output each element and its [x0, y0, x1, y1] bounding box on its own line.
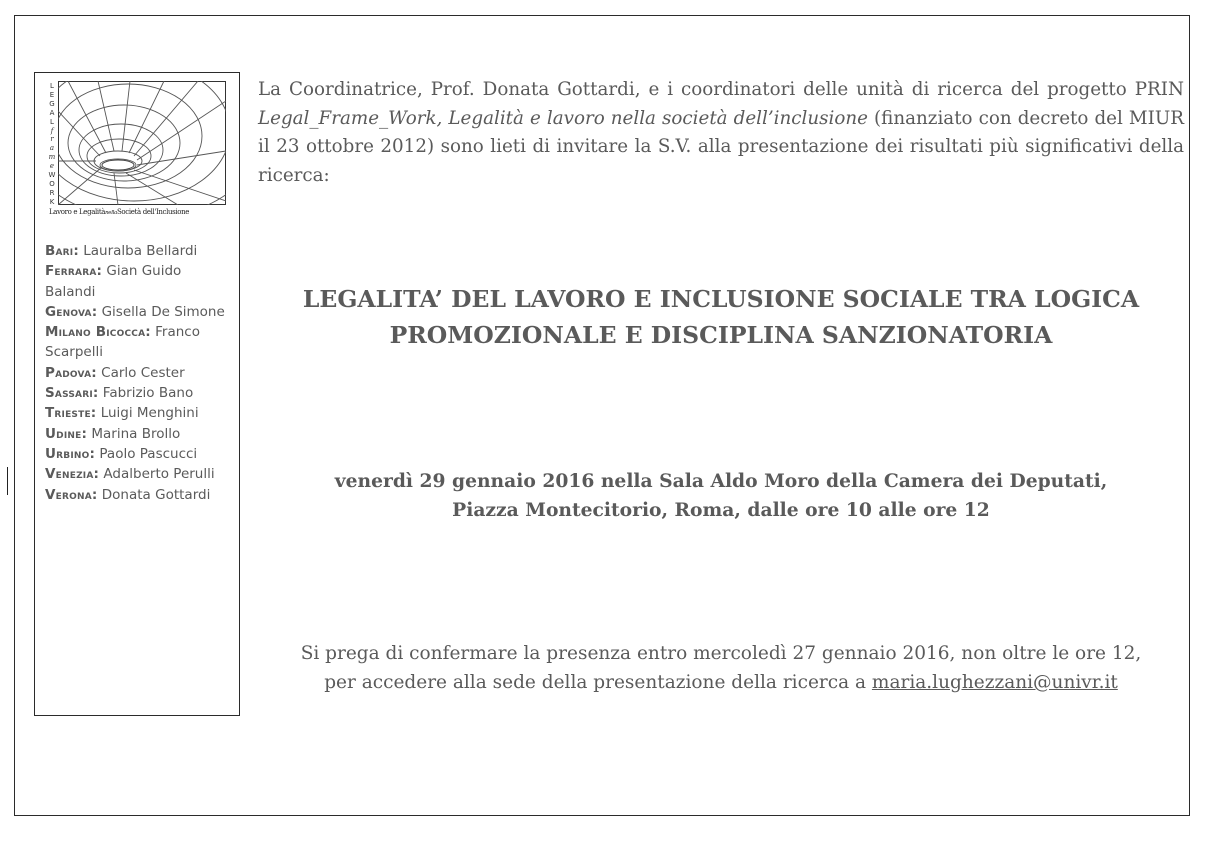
- event-title: [258, 282, 1184, 353]
- unit-coordinator: Fabrizio Bano: [102, 385, 194, 402]
- unit-city: Milano Bicocca:: [45, 324, 151, 341]
- legal-frame-work-logo: [45, 78, 231, 218]
- rsvp-deadline: Si prega di confermare la presenza entro mercoledì 27 gennaio 2016, non oltre le ore 12,: [300, 643, 1142, 664]
- unit-city: Ferrara:: [45, 263, 103, 280]
- logo-letter: E: [49, 90, 55, 99]
- logo-letter: W: [48, 171, 56, 180]
- unit-coordinator: Paolo Pascucci: [99, 445, 198, 462]
- event-address-time: Piazza Montecitorio, Roma, dalle ore 10 alle ore 12: [452, 499, 990, 521]
- logo-letter: m: [48, 153, 56, 162]
- unit-city: Verona:: [45, 486, 98, 503]
- logo-letter: a: [49, 144, 55, 153]
- unit-city: Trieste:: [45, 405, 97, 422]
- research-unit-item: [45, 485, 235, 505]
- logo-letter: O: [49, 179, 55, 188]
- logo-vertical-text: [47, 82, 57, 207]
- project-title: Legal_Frame_Work, Legalità e lavoro nella società dell’inclusione: [258, 107, 868, 129]
- logo-letter: A: [49, 108, 55, 117]
- unit-coordinator: Luigi Menghini: [100, 405, 199, 422]
- logo-letter: r: [50, 135, 54, 144]
- unit-coordinator: Lauralba Bellardi: [83, 243, 198, 259]
- logo-letter: L: [50, 117, 54, 126]
- logo-letter: K: [49, 197, 55, 206]
- unit-coordinator: Adalberto Perulli: [103, 466, 215, 483]
- logo-letter: R: [49, 188, 55, 197]
- tunnel-grid-logo-icon: [58, 81, 226, 205]
- research-unit-item: [45, 424, 235, 444]
- unit-city: Venezia:: [45, 466, 100, 483]
- research-unit-item: [45, 383, 235, 403]
- research-unit-item: [45, 302, 235, 322]
- event-title-line: PROMOZIONALE E DISCIPLINA SANZIONATORIA: [389, 320, 1053, 349]
- unit-city: Bari:: [45, 243, 79, 259]
- research-unit-item: [45, 444, 235, 464]
- research-unit-item: [45, 261, 235, 302]
- logo-letter: e: [49, 162, 55, 171]
- event-date-venue: venerdì 29 gennaio 2016 nella Sala Aldo Moro della Camera dei Deputati,: [334, 470, 1108, 492]
- research-units-sidebar: [34, 72, 240, 716]
- unit-city: Padova:: [45, 364, 97, 381]
- rsvp-contact: per accedere alla sede della presentazione della ricerca a maria.lughezzani@univr.it: [324, 672, 1118, 693]
- invitation-paragraph: La Coordinatrice, Prof. Donata Gottardi, e i coordinatori delle unità di ricerca del progetto PRIN Legal_Frame_Work, Legalità e lavoro nella società dell’inclusione (finanziato con decreto del MIUR il 23 ottobre 2012) sono lieti di invitare la S.V. alla presentazione dei risultati più significativi della ricerca:: [258, 79, 1184, 187]
- unit-coordinator: Gian Guido Balandi: [45, 263, 182, 300]
- rsvp-email-link[interactable]: maria.lughezzani@univr.it: [871, 672, 1118, 693]
- logo-letter: f: [50, 126, 54, 135]
- text-cursor: [7, 467, 8, 495]
- unit-coordinator: Gisella De Simone: [101, 303, 225, 320]
- research-unit-item: [45, 403, 235, 423]
- event-title-line: LEGALITA’ DEL LAVORO E INCLUSIONE SOCIALE TRA LOGICA: [302, 285, 1140, 313]
- logo-caption: Lavoro e LegalitànellaSocietà dell'Inclusione: [49, 208, 190, 216]
- research-unit-item: [45, 363, 235, 383]
- unit-coordinator: Franco Scarpelli: [45, 324, 200, 361]
- unit-city: Urbino:: [45, 445, 96, 462]
- unit-city: Udine:: [45, 425, 88, 442]
- research-unit-item: [45, 464, 235, 484]
- research-unit-item: [45, 322, 235, 363]
- logo-letter: G: [49, 99, 55, 108]
- unit-coordinator: Marina Brollo: [91, 425, 181, 442]
- rsvp-note: [258, 639, 1184, 697]
- event-details: [258, 467, 1184, 525]
- unit-city: Sassari:: [45, 385, 99, 402]
- logo-letter: L: [50, 82, 54, 90]
- unit-city: Genova:: [45, 303, 98, 320]
- unit-coordinator: Carlo Cester: [101, 364, 185, 381]
- research-unit-item: [45, 241, 235, 261]
- unit-coordinator: Donata Gottardi: [101, 486, 211, 503]
- research-units-list: [45, 241, 235, 505]
